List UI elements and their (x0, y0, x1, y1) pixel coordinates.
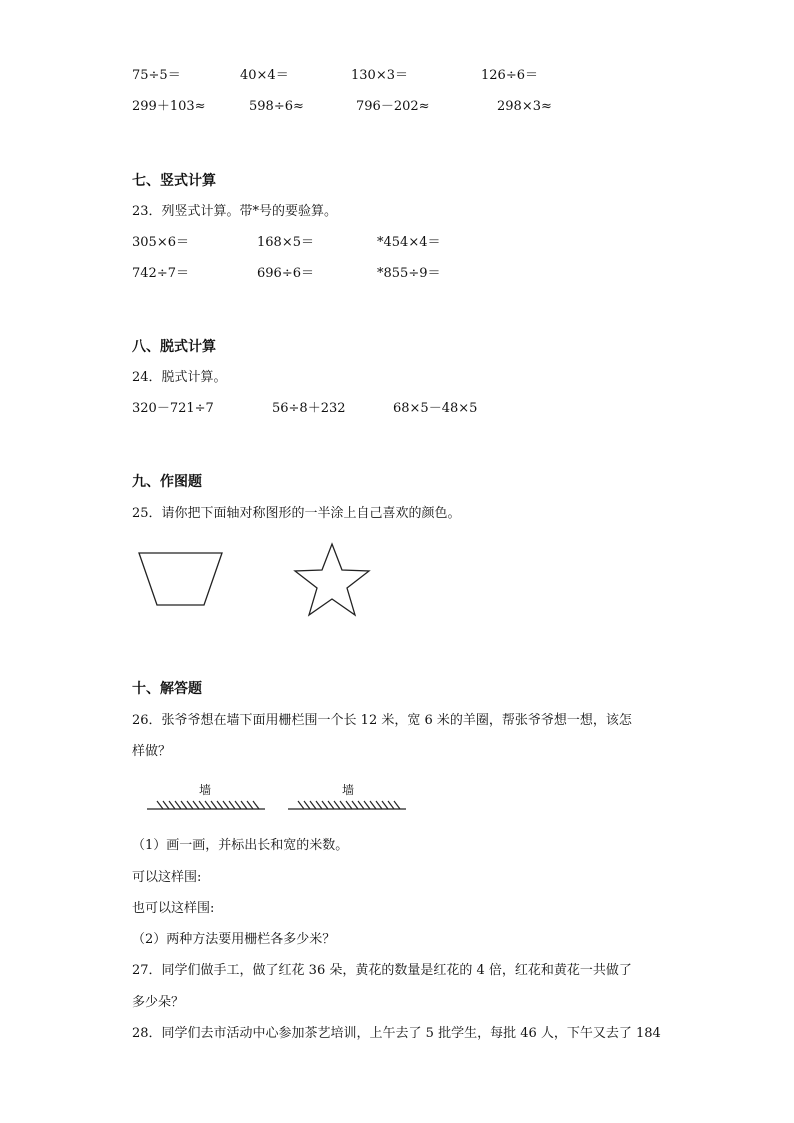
vertical-calc-1: 305×6＝ (132, 235, 189, 250)
vertical-calc-6: *855÷9＝ (377, 266, 441, 281)
wall-hatch-mark (304, 801, 310, 809)
wall-1 (147, 801, 265, 809)
stepwise-calc-2: 56÷8＋232 (272, 401, 346, 416)
wall-hatch-mark (175, 801, 181, 809)
vertical-calc-2: 168×5＝ (257, 235, 314, 250)
trapezoid-shape (139, 553, 222, 605)
wall-hatch-mark (169, 801, 175, 809)
oral-calc-1: 75÷5＝ (132, 68, 181, 83)
wall-hatch-mark (364, 801, 370, 809)
oral-calc-2: 40×4＝ (240, 68, 289, 83)
wall-hatch-mark (235, 801, 241, 809)
question-26-option-1: 可以这样围: (132, 870, 202, 885)
question-27-line-2: 多少朵？ (132, 995, 185, 1010)
wall-hatch-mark (346, 801, 352, 809)
section-8-heading: 八、脱式计算 (132, 339, 216, 355)
vertical-calc-3: *454×4＝ (377, 235, 441, 250)
question-24: 24．脱式计算。 (132, 370, 227, 385)
wall-hatch-mark (334, 801, 340, 809)
oral-calc-4: 126÷6＝ (481, 68, 538, 83)
stepwise-calc-3: 68×5－48×5 (393, 401, 478, 416)
question-27-line-1: 27．同学们做手工，做了红花 36 朵，黄花的数量是红花的 4 倍，红花和黄花一共做了 (132, 963, 632, 978)
estimate-1: 299＋103≈ (132, 99, 206, 114)
wall-hatch-mark (199, 801, 205, 809)
wall-hatch-mark (253, 801, 259, 809)
question-26-part-1: （1）画一画，并标出长和宽的米数。 (132, 838, 349, 853)
wall-hatch-mark (310, 801, 316, 809)
wall-label-1: 墙 (199, 783, 212, 797)
question-26-line-2: 样做？ (132, 744, 172, 759)
wall-hatch-mark (157, 801, 163, 809)
wall-hatch-mark (229, 801, 235, 809)
wall-hatch-mark (370, 801, 376, 809)
question-26-line-1: 26．张爷爷想在墙下面用栅栏围一个长 12 米，宽 6 米的羊圈，帮张爷爷想一想，该怎 (132, 713, 632, 728)
wall-hatch-mark (322, 801, 328, 809)
section-7-heading: 七、竖式计算 (132, 173, 216, 189)
wall-hatch-mark (382, 801, 388, 809)
wall-hatch-mark (328, 801, 334, 809)
wall-hatch-mark (376, 801, 382, 809)
question-26-part-2: （2）两种方法要用栅栏各多少米？ (132, 932, 336, 947)
oral-calc-3: 130×3＝ (351, 68, 408, 83)
wall-hatch-mark (193, 801, 199, 809)
wall-hatch-mark (394, 801, 400, 809)
wall-hatch-mark (163, 801, 169, 809)
wall-hatch-mark (358, 801, 364, 809)
section-10-heading: 十、解答题 (132, 681, 202, 697)
question-25: 25．请你把下面轴对称图形的一半涂上自己喜欢的颜色。 (132, 506, 461, 521)
star-shape (295, 544, 369, 615)
wall-hatch-mark (181, 801, 187, 809)
question-28-line-1: 28．同学们去市活动中心参加茶艺培训，上午去了 5 批学生，每批 46 人，下午又去了 184 (132, 1026, 661, 1041)
wall-hatch-mark (388, 801, 394, 809)
question-23: 23．列竖式计算。带*号的要验算。 (132, 204, 338, 219)
wall-hatch-mark (241, 801, 247, 809)
wall-hatch-mark (298, 801, 304, 809)
vertical-calc-5: 696÷6＝ (257, 266, 314, 281)
wall-hatch-mark (247, 801, 253, 809)
wall-hatch-mark (316, 801, 322, 809)
wall-hatch-mark (352, 801, 358, 809)
estimate-4: 298×3≈ (497, 99, 552, 114)
estimate-3: 796－202≈ (356, 99, 430, 114)
section-9-heading: 九、作图题 (132, 474, 202, 490)
vertical-calc-4: 742÷7＝ (132, 266, 189, 281)
wall-hatch-mark (211, 801, 217, 809)
wall-hatch-mark (205, 801, 211, 809)
wall-hatch-mark (223, 801, 229, 809)
stepwise-calc-1: 320－721÷7 (132, 401, 214, 416)
wall-hatch-mark (340, 801, 346, 809)
wall-label-2: 墙 (342, 783, 355, 797)
wall-2 (288, 801, 406, 809)
wall-hatch-mark (217, 801, 223, 809)
question-26-option-2: 也可以这样围: (132, 901, 215, 916)
estimate-2: 598÷6≈ (249, 99, 304, 114)
wall-hatch-mark (187, 801, 193, 809)
